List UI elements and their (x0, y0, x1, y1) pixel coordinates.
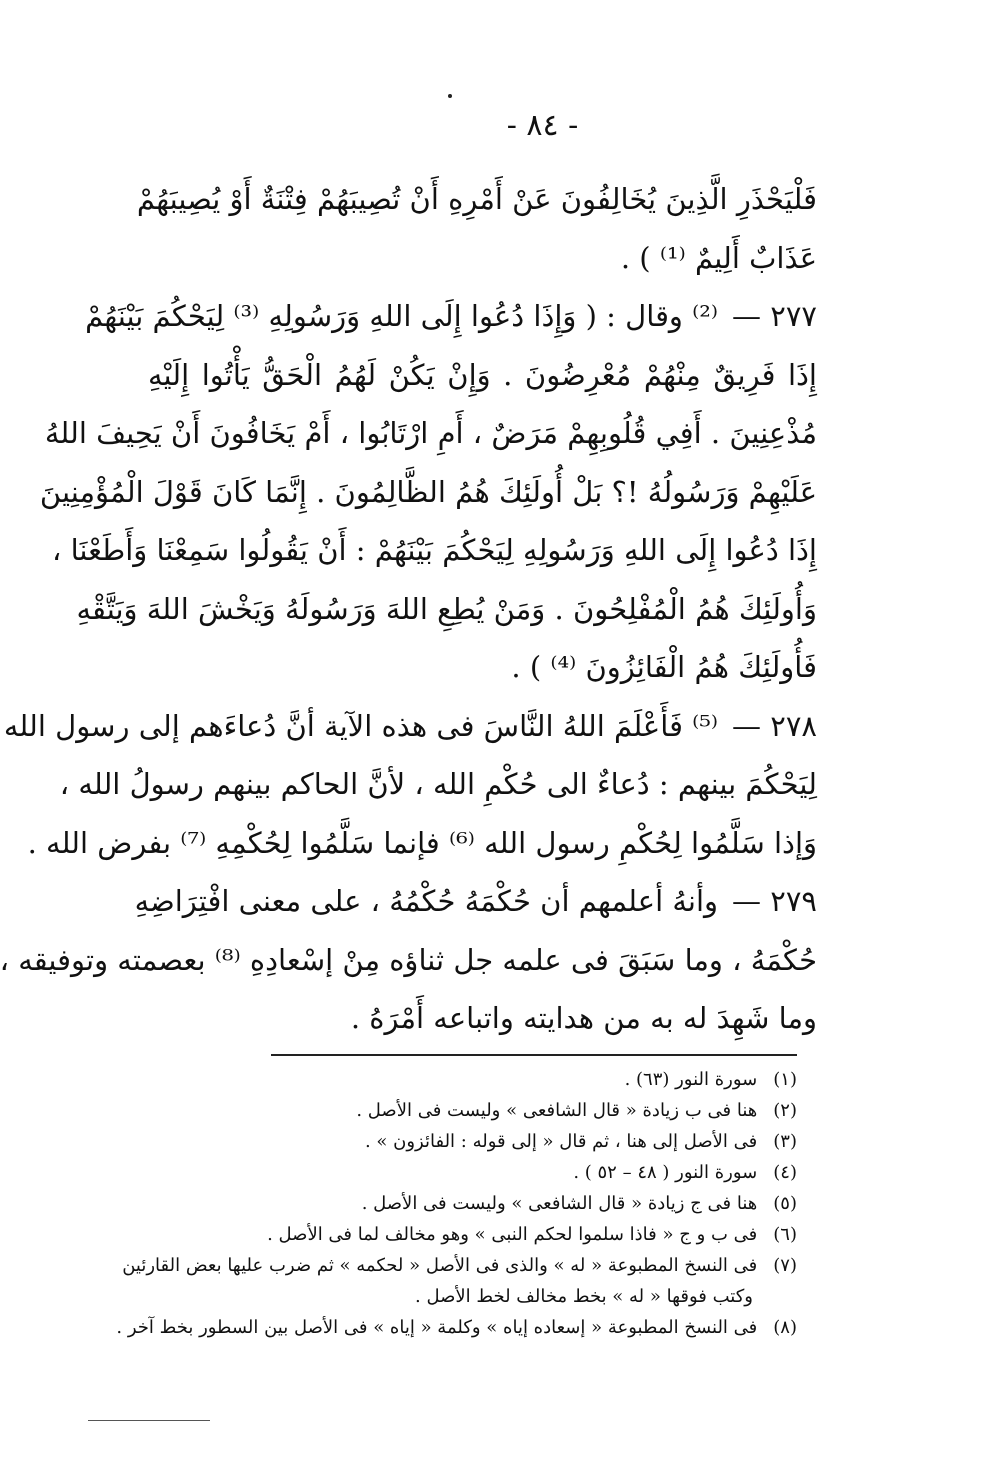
footnote-divider (271, 1054, 797, 1056)
text-line (39, 463, 817, 522)
text-line (148, 989, 817, 1048)
footnote-number: (٢) (773, 1100, 797, 1121)
footnote-number: (٤) (773, 1162, 797, 1183)
line-text: إِذَا دُعُوا إِلَى اللهِ وَرَسُولِهِ لِيَحْكُمَ بَيْنَهُمْ : أَنْ يَقُولُوا سَمِعْنَا وَأَطَعْنَا ، (52, 533, 817, 567)
line-text: وَأُولَئِكَ هُمُ الْمُفْلِحُونَ . وَمَنْ يُطِعِ اللهَ وَرَسُولَهُ وَيَخْشَ اللهَ وَيَتَّقْهِ (76, 591, 817, 626)
text-line (44, 404, 817, 463)
paragraph-number: ٢٧٨ — (732, 708, 817, 743)
paragraph-number: ٢٧٧ — (732, 299, 817, 333)
line-text: وما شَهِدَ له به من هدايته واتباعه أَمْرَهُ . (350, 1001, 817, 1035)
footnote-text: فى ب و ج « فاذا سلموا لحكم النبى » وهو مخالف لما فى الأصل . (267, 1224, 758, 1245)
line-text: فَأُولَئِكَ هُمُ الْفَائِزُونَ ⁽⁴⁾ ) . (511, 650, 817, 684)
line-text: عَذَابٌ أَلِيمٌ ⁽¹⁾ ) . (620, 240, 817, 275)
text-line (136, 170, 817, 229)
footnote-text: سورة النور (٦٣) . (624, 1069, 758, 1090)
text-line (3, 697, 817, 756)
line-text: ⁽²⁾ وقال : ( وَإِذَا دُعُوا إِلَى اللهِ وَرَسُولِهِ ⁽³⁾ لِيَحْكُمَ بَيْنَهُمْ (85, 299, 719, 333)
footnote (148, 1219, 797, 1250)
ink-dot (448, 94, 452, 98)
text-line (148, 638, 817, 697)
text-line (148, 346, 817, 405)
footnote-continuation (148, 1281, 797, 1312)
line-text: عَلَيْهِمْ وَرَسُولُهُ !؟ بَلْ أُولَئِكَ هُمُ الظَّالِمُونَ . إِنَّمَا كَانَ قَوْلَ الْمُؤْمِنِينَ (39, 474, 817, 509)
footnote-text: هنا فى ب زيادة « قال الشافعى » وليست فى الأصل . (356, 1100, 758, 1121)
footnote-number: (٥) (773, 1193, 797, 1214)
footnote (116, 1312, 797, 1343)
main-text (0, 170, 817, 1048)
footnotes (116, 1064, 797, 1343)
line-text: إِذَا فَرِيقٌ مِنْهُمْ مُعْرِضُونَ . وَإِنْ يَكُنْ لَهُمُ الْحَقُّ يَأْتُوا إِلَيْهِ (148, 357, 817, 392)
scan-edge-line (88, 1420, 210, 1421)
footnote-number: (٦) (773, 1224, 797, 1245)
line-text: ⁽⁵⁾ فَأَعْلَمَ اللهُ النَّاسَ فى هذه الآية أنَّ دُعاءَهم إلى رسول الله (3, 708, 719, 743)
line-text: مُذْعِنِينَ . أَفِي قُلُوبِهِمْ مَرَضٌ ، أَمِ ارْتَابُوا ، أَمْ يَخَافُونَ أَنْ يَحِيفَ اللهُ (44, 416, 817, 450)
footnote-text: هنا فى ج زيادة « قال الشافعى » وليست فى الأصل . (361, 1193, 758, 1214)
footnote (148, 1157, 797, 1188)
footnote-text: وكتب فوقها « له » بخط مخالف لخط الأصل . (415, 1286, 753, 1307)
footnote-number: (١) (773, 1069, 797, 1090)
footnote-text: فى النسخ المطبوعة « له » والذى فى الأصل « لحكمه » ثم ضرب عليها بعض القارئين (122, 1255, 758, 1276)
footnote (148, 1126, 797, 1157)
line-text: لِيَحْكُمَ بينهم : دُعاءٌ الى حُكْمِ الله ، لأنَّ الحاكم بينهم رسولُ الله ، (59, 767, 817, 801)
line-text: وَإذا سَلَّمُوا لِحُكْمِ رسول الله ⁽⁶⁾ فإنما سَلَّمُوا لِحُكْمِهِ ⁽⁷⁾ بفرض الله . (27, 825, 817, 860)
text-line (0, 931, 817, 990)
footnote (148, 1064, 797, 1095)
line-text: فَلْيَحْذَرِ الَّذِينَ يُخَالِفُونَ عَنْ أَمْرِهِ أَنْ تُصِيبَهُمْ فِتْنَةٌ أَوْ يُصِيبَهُمْ (136, 182, 817, 216)
paragraph-number: ٢٧٩ — (732, 884, 817, 918)
text-line (27, 814, 817, 873)
text-line (59, 755, 817, 814)
text-line (76, 580, 817, 639)
footnote (148, 1188, 797, 1219)
text-line (52, 521, 817, 580)
footnote-number: (٧) (773, 1255, 797, 1276)
footnote (122, 1250, 797, 1281)
footnote (148, 1095, 797, 1126)
line-text: وأنهُ أعلمهم أن حُكْمَهُ حُكْمُهُ ، على معنى افْتِرَاضِهِ (134, 884, 719, 918)
text-line (148, 229, 817, 288)
text-line (85, 287, 817, 346)
footnote-number: (٨) (773, 1317, 797, 1338)
line-text: حُكْمَهُ ، وما سَبَقَ فى علمه جل ثناؤه مِنْ إسْعادِهِ ⁽⁸⁾ بعصمته وتوفيقه ، (0, 942, 817, 977)
footnote-text: سورة النور ( ٤٨ – ٥٢ ) . (573, 1162, 758, 1183)
text-line (134, 872, 817, 931)
footnote-text: فى الأصل إلى هنا ، ثم قال « إلى قوله : الفائزون » . (364, 1131, 758, 1152)
footnote-text: فى النسخ المطبوعة « إسعاده إياه » وكلمة « إياه » فى الأصل بين السطور بخط آخر . (116, 1317, 758, 1338)
footnote-number: (٣) (773, 1131, 797, 1152)
page-number: - ٨٤ - (506, 108, 579, 143)
